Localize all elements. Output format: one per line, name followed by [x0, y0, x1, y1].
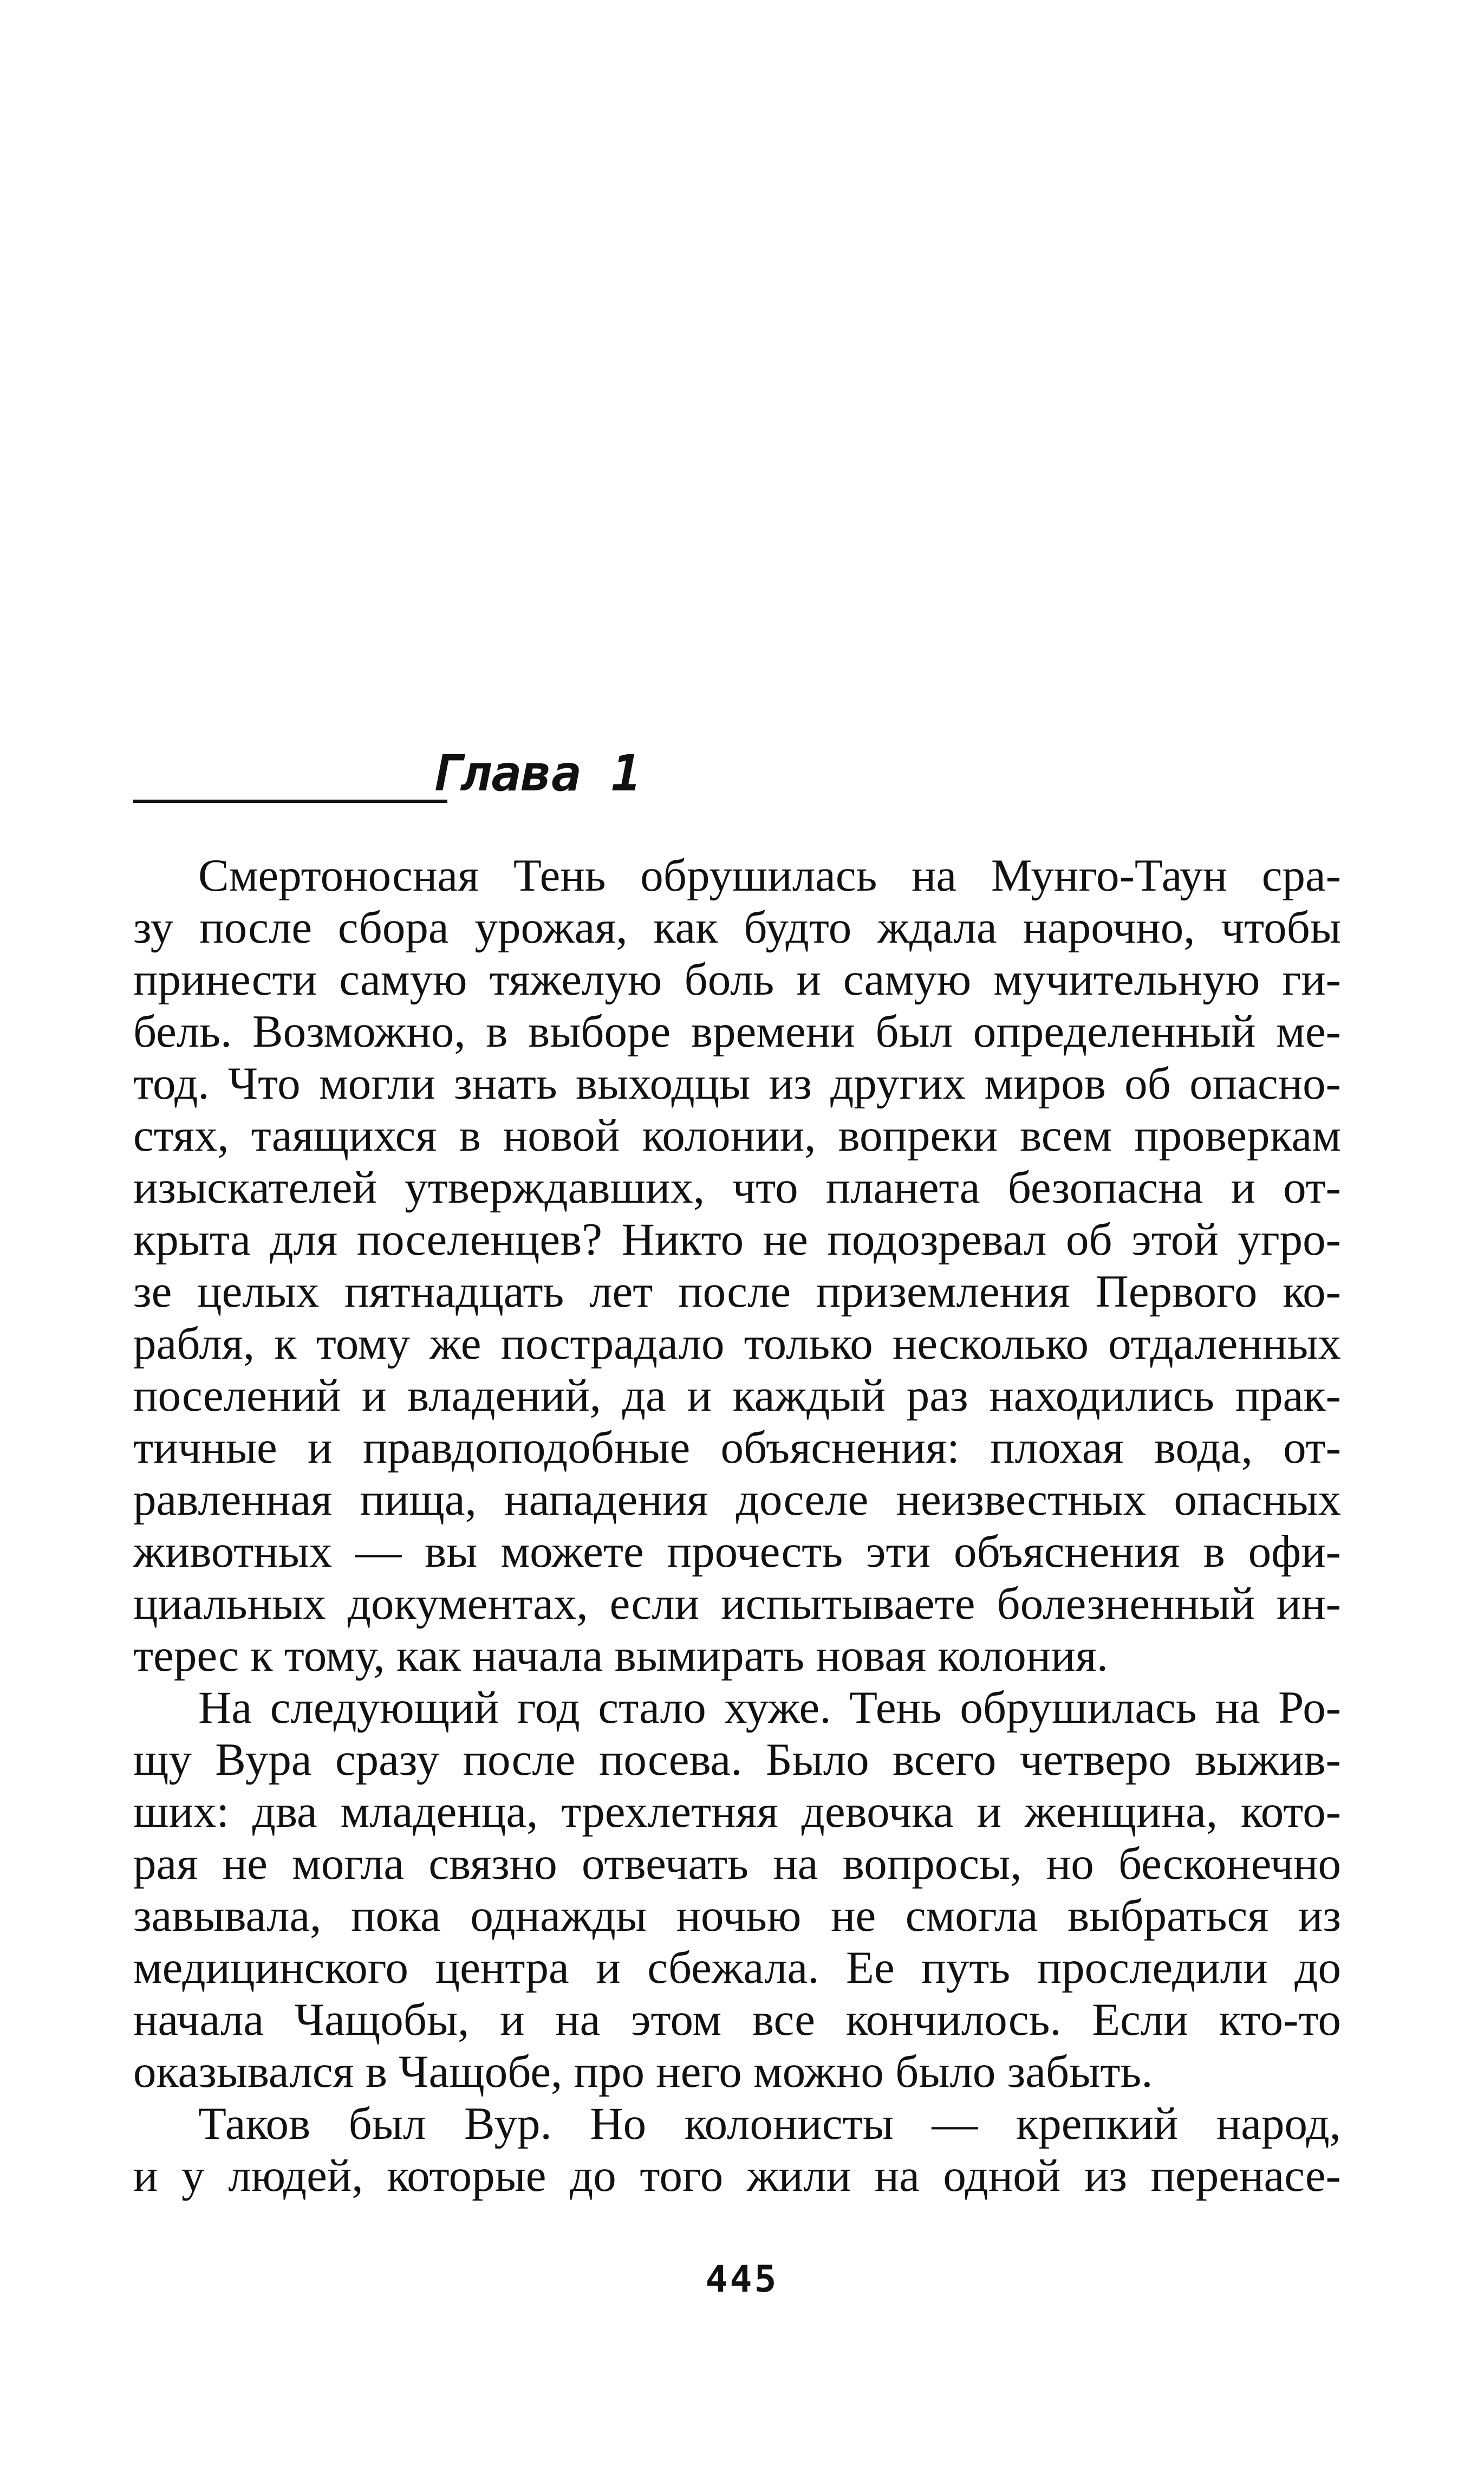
- text-line: тичные и правдоподобные объяснения: плохая вода, от-: [133, 1422, 1341, 1473]
- page-number: 445: [705, 2258, 779, 2301]
- text-line: равленная пища, нападения доселе неизвестных опасных: [133, 1474, 1341, 1525]
- text-line: тод. Что могли знать выходцы из других миров об опасно-: [133, 1058, 1341, 1109]
- text-line: зу после сбора урожая, как будто ждала нарочно, чтобы: [133, 902, 1341, 953]
- text-line: начала Чащобы, и на этом все кончилось. Если кто-то: [133, 1994, 1341, 2045]
- paragraph-1: [133, 849, 1341, 1682]
- heading-rule: [133, 800, 447, 803]
- text-line: щу Вура сразу после посева. Было всего четверо выжив-: [133, 1734, 1341, 1785]
- text-line: медицинского центра и сбежала. Ее путь проследили до: [133, 1942, 1341, 1993]
- text-line: На следующий год стало хуже. Тень обрушилась на Ро-: [198, 1682, 1341, 1733]
- text-line: рая не могла связно отвечать на вопросы, но бесконечно: [133, 1838, 1341, 1889]
- text-line: циальных документах, если испытываете болезненный ин-: [133, 1578, 1341, 1629]
- text-line: и у людей, которые до того жили на одной из перенасе-: [133, 2150, 1341, 2201]
- text-line: завывала, пока однажды ночью не смогла выбраться из: [133, 1890, 1341, 1941]
- text-line: поселений и владений, да и каждый раз находились прак-: [133, 1370, 1341, 1421]
- body-text: [133, 849, 1341, 2202]
- text-line: терес к тому, как начала вымирать новая колония.: [133, 1630, 1109, 1681]
- text-line: рабля, к тому же пострадало только несколько отдаленных: [133, 1318, 1341, 1369]
- text-line: оказывался в Чащобе, про него можно было забыть.: [133, 2046, 1153, 2097]
- text-line: принести самую тяжелую боль и самую мучительную ги-: [133, 954, 1341, 1005]
- paragraph-3: [133, 2098, 1341, 2202]
- text-line: Таков был Вур. Но колонисты — крепкий народ,: [198, 2098, 1341, 2149]
- text-line: бель. Возможно, в выборе времени был определенный ме-: [133, 1006, 1341, 1057]
- text-line: животных — вы можете прочесть эти объяснения в офи-: [133, 1526, 1341, 1577]
- text-line: изыскателей утверждавших, что планета безопасна и от-: [133, 1162, 1341, 1213]
- chapter-title: Глава 1: [431, 744, 641, 802]
- text-line: крыта для поселенцев? Никто не подозревал об этой угро-: [133, 1214, 1341, 1265]
- text-line: ших: два младенца, трехлетняя девочка и женщина, кото-: [133, 1786, 1341, 1837]
- paragraph-2: [133, 1682, 1341, 2098]
- chapter-heading: [133, 741, 1341, 812]
- text-line: стях, таящихся в новой колонии, вопреки всем проверкам: [133, 1110, 1341, 1161]
- text-line: зе целых пятнадцать лет после приземления Первого ко-: [133, 1266, 1341, 1317]
- text-line: Смертоносная Тень обрушилась на Мунго-Таун сра-: [198, 850, 1341, 901]
